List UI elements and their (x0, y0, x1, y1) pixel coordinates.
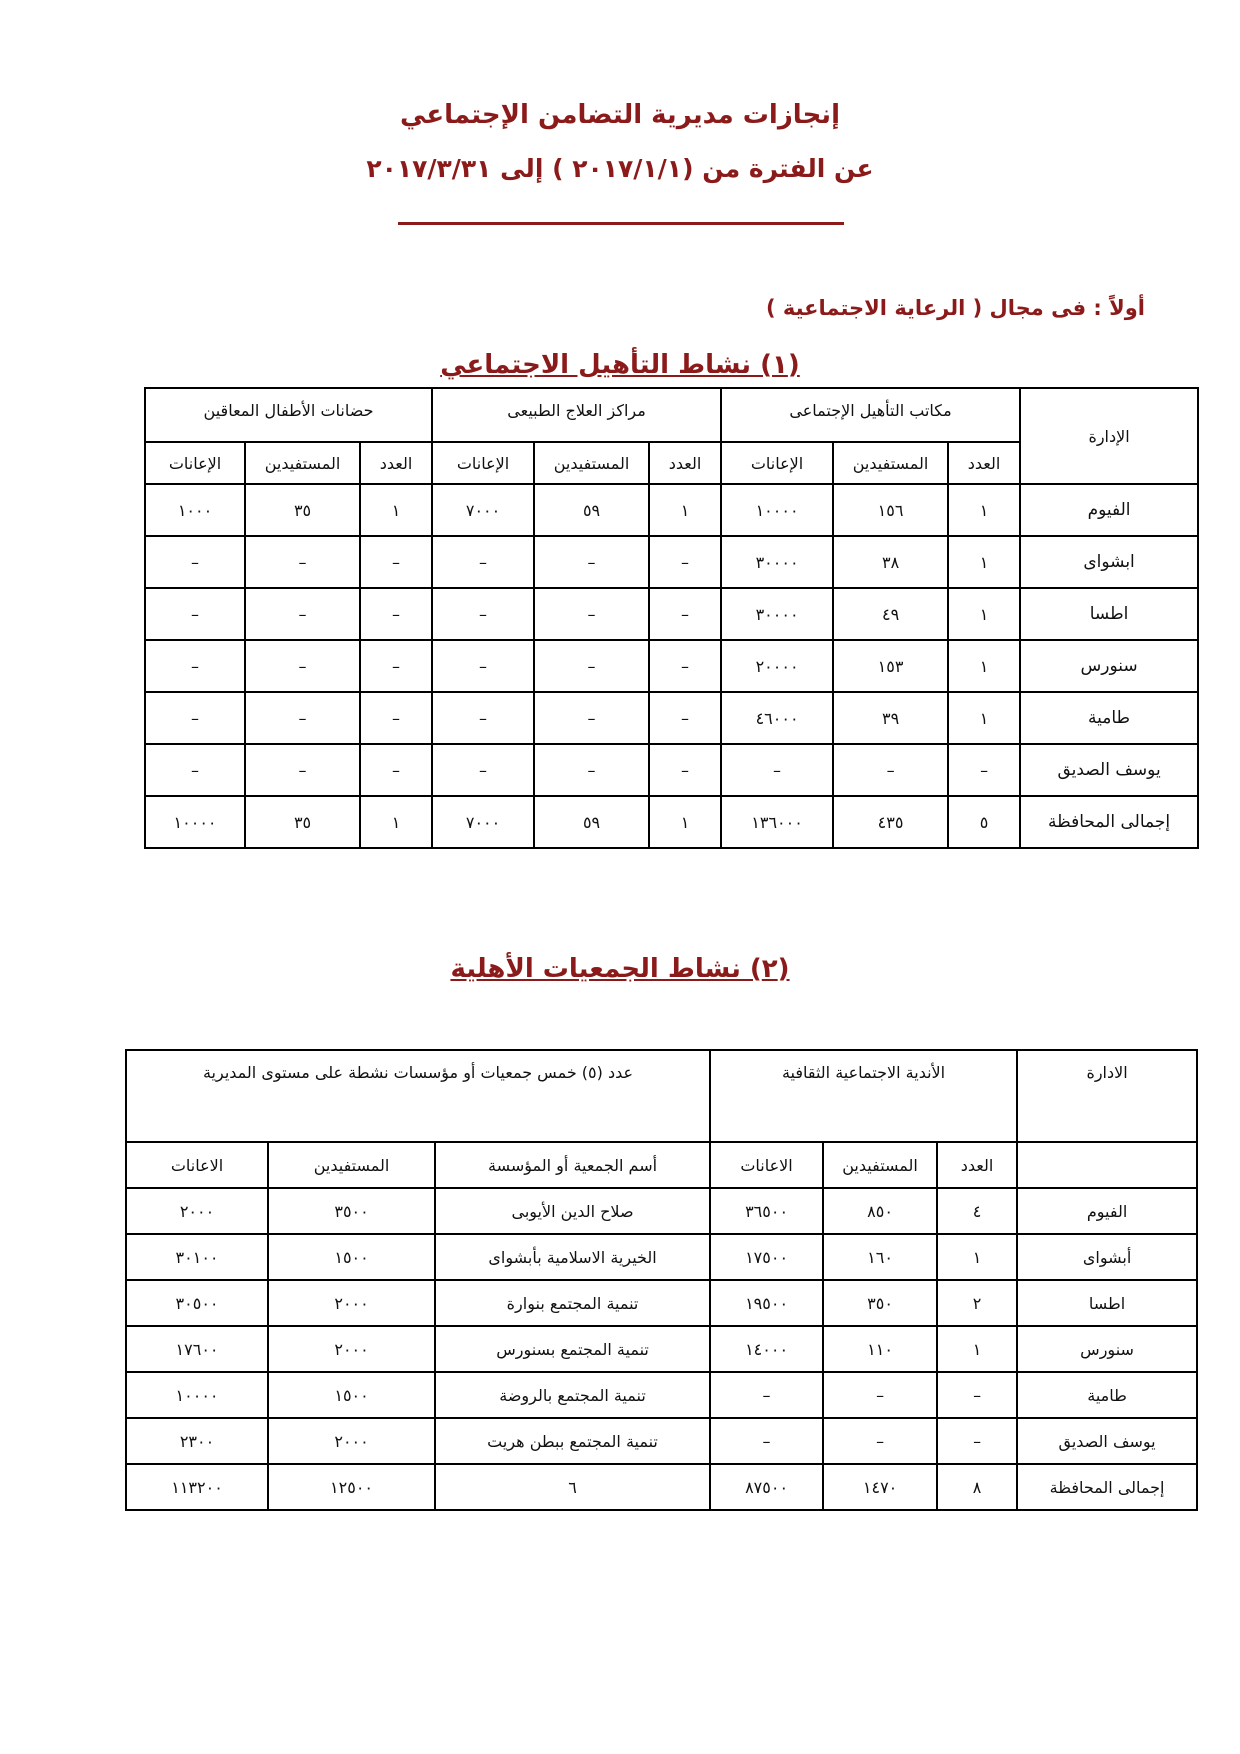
table-cell: – (649, 640, 721, 692)
table-row (126, 1188, 1197, 1234)
table-row (126, 1372, 1197, 1418)
table-cell: ١٣٦٠٠٠ (721, 796, 833, 848)
rehabilitation-table (144, 387, 1199, 849)
group-header-disabled-nurseries: حضانات الأطفال المعاقين (145, 388, 432, 442)
table-cell: ١ (649, 796, 721, 848)
table-cell: ٧٠٠٠ (432, 796, 534, 848)
table-cell: – (823, 1418, 937, 1464)
table-row (145, 588, 1198, 640)
table-cell: تنمية المجتمع ببطن هريت (435, 1418, 710, 1464)
table-row (145, 796, 1198, 848)
table-cell: ٥٩ (534, 484, 649, 536)
table-cell: ١٠٠٠٠ (145, 796, 245, 848)
admin-name-cell: إجمالى المحافظة (1020, 796, 1198, 848)
table-cell: ١٤٧٠ (823, 1464, 937, 1510)
table-cell: ٢٠٠٠ (268, 1280, 435, 1326)
table-cell: ١٧٦٠٠ (126, 1326, 268, 1372)
table-row (126, 1280, 1197, 1326)
table-cell: ١٥٠٠ (268, 1234, 435, 1280)
table-row (145, 536, 1198, 588)
table-cell: ١ (360, 796, 432, 848)
group-header-rehab-offices: مكاتب التأهيل الإجتماعى (721, 388, 1020, 442)
table-cell: ١١٣٢٠٠ (126, 1464, 268, 1510)
subheader-subsidies: الإعانات (145, 442, 245, 484)
admin-name-cell: أبشواى (1017, 1234, 1197, 1280)
table-cell: تنمية المجتمع بالروضة (435, 1372, 710, 1418)
subheader-count: العدد (937, 1142, 1017, 1188)
table-row (145, 744, 1198, 796)
table-cell: ٣٥٠ (823, 1280, 937, 1326)
document-title: إنجازات مديرية التضامن الإجتماعي (400, 100, 840, 130)
table-cell: ٢٠٠٠ (268, 1418, 435, 1464)
table-cell: – (145, 536, 245, 588)
section-heading-social-care: أولاً : فى مجال ( الرعاية الاجتماعية ) (765, 296, 1145, 320)
group-header-active-ngos: عدد (٥) خمس جمعيات أو مؤسسات نشطة على مستوى المديرية (126, 1050, 710, 1142)
group-header-physio-centers: مراكز العلاج الطبيعى (432, 388, 721, 442)
table-row (126, 1326, 1197, 1372)
table-cell: تنمية المجتمع بنوارة (435, 1280, 710, 1326)
table-cell: ٣٠٠٠٠ (721, 536, 833, 588)
table-cell: – (145, 744, 245, 796)
table-cell: – (534, 640, 649, 692)
table-cell: ٣٠١٠٠ (126, 1234, 268, 1280)
table-cell: تنمية المجتمع بسنورس (435, 1326, 710, 1372)
subheader-subsidies: الاعانات (126, 1142, 268, 1188)
table-cell: ٢٠٠٠ (126, 1188, 268, 1234)
table-cell: صلاح الدين الأيوبى (435, 1188, 710, 1234)
table-cell: – (649, 536, 721, 588)
table-cell: ١٤٠٠٠ (710, 1326, 823, 1372)
subheader-beneficiaries: المستفيدين (534, 442, 649, 484)
subheader-count: العدد (948, 442, 1020, 484)
table-cell: ٣٥ (245, 484, 360, 536)
table-cell: ١٦٠ (823, 1234, 937, 1280)
table-cell: – (145, 588, 245, 640)
table-cell: – (937, 1372, 1017, 1418)
admin-name-cell: ابشواى (1020, 536, 1198, 588)
table-cell: ١ (360, 484, 432, 536)
table-cell: ٢٠٠٠٠ (721, 640, 833, 692)
table-cell: – (432, 640, 534, 692)
table-cell: ١٠٠٠٠ (721, 484, 833, 536)
admin-name-cell: الفيوم (1017, 1188, 1197, 1234)
table-cell: – (721, 744, 833, 796)
table-cell: ١٩٥٠٠ (710, 1280, 823, 1326)
table-cell: ٢٣٠٠ (126, 1418, 268, 1464)
table-cell: ١٥٠٠ (268, 1372, 435, 1418)
table-cell: ١ (649, 484, 721, 536)
table-cell: – (823, 1372, 937, 1418)
section2-title: (٢) نشاط الجمعيات الأهلية (450, 954, 790, 984)
table-row (126, 1464, 1197, 1510)
table-cell: ١٢٥٠٠ (268, 1464, 435, 1510)
table-cell: – (245, 536, 360, 588)
table-row (126, 1234, 1197, 1280)
table-cell: – (360, 744, 432, 796)
table-cell: ١٠٠٠ (145, 484, 245, 536)
table-cell: – (534, 692, 649, 744)
admin-header: الادارة (1017, 1050, 1197, 1142)
table-cell: ٨ (937, 1464, 1017, 1510)
table-cell: ٥ (948, 796, 1020, 848)
table-cell: ٣٦٥٠٠ (710, 1188, 823, 1234)
table-cell: ١ (937, 1326, 1017, 1372)
table-cell: – (534, 588, 649, 640)
table-cell: ١ (948, 692, 1020, 744)
table-cell: – (534, 536, 649, 588)
table-cell: – (948, 744, 1020, 796)
table-cell: – (432, 536, 534, 588)
ngo-table (125, 1049, 1198, 1511)
document-period: عن الفترة من (٢٠١٧/١/١ ) إلى ٢٠١٧/٣/٣١ (366, 154, 874, 183)
table-cell: – (833, 744, 948, 796)
subheader-ngo-name: أسم الجمعية أو المؤسسة (435, 1142, 710, 1188)
table-cell: – (432, 744, 534, 796)
table-cell: ٣٥ (245, 796, 360, 848)
table-cell: – (710, 1418, 823, 1464)
table-cell: – (245, 640, 360, 692)
subheader-empty (1017, 1142, 1197, 1188)
table-cell: ٢٠٠٠ (268, 1326, 435, 1372)
table-cell: – (145, 692, 245, 744)
table-row (126, 1418, 1197, 1464)
group-header-social-clubs: الأندية الاجتماعية الثقافية (710, 1050, 1017, 1142)
table-cell: ١١٠ (823, 1326, 937, 1372)
table-cell: ١ (937, 1234, 1017, 1280)
table-cell: ٥٩ (534, 796, 649, 848)
table-cell: – (649, 692, 721, 744)
subheader-beneficiaries: المستفيدين (245, 442, 360, 484)
subheader-count: العدد (649, 442, 721, 484)
admin-name-cell: إجمالى المحافظة (1017, 1464, 1197, 1510)
title-divider (398, 222, 844, 225)
table-cell: ١٧٥٠٠ (710, 1234, 823, 1280)
table-cell: – (710, 1372, 823, 1418)
table-cell: ٤ (937, 1188, 1017, 1234)
subheader-beneficiaries: المستفيدين (268, 1142, 435, 1188)
subheader-subsidies: الإعانات (721, 442, 833, 484)
table-cell: ١ (948, 536, 1020, 588)
table-cell: – (145, 640, 245, 692)
table-cell: – (432, 588, 534, 640)
table-cell: ١ (948, 640, 1020, 692)
table-cell: ٦ (435, 1464, 710, 1510)
table-cell: – (360, 588, 432, 640)
table-cell: ١ (948, 484, 1020, 536)
subheader-beneficiaries: المستفيدين (833, 442, 948, 484)
table-cell: – (245, 744, 360, 796)
section1-title: (١) نشاط التأهيل الاجتماعي (440, 350, 800, 380)
table-cell: – (649, 588, 721, 640)
table-cell: ٤٦٠٠٠ (721, 692, 833, 744)
admin-name-cell: سنورس (1020, 640, 1198, 692)
admin-name-cell: سنورس (1017, 1326, 1197, 1372)
table-cell: – (937, 1418, 1017, 1464)
table-cell: ١٥٦ (833, 484, 948, 536)
admin-name-cell: يوسف الصديق (1020, 744, 1198, 796)
table-row (145, 692, 1198, 744)
subheader-count: العدد (360, 442, 432, 484)
table-cell: – (534, 744, 649, 796)
table-cell: – (245, 588, 360, 640)
table-cell: ٨٧٥٠٠ (710, 1464, 823, 1510)
table-cell: – (432, 692, 534, 744)
table-cell: ٣٠٥٠٠ (126, 1280, 268, 1326)
table-cell: ٣٩ (833, 692, 948, 744)
admin-name-cell: طامية (1020, 692, 1198, 744)
subheader-subsidies: الاعانات (710, 1142, 823, 1188)
table-row (145, 640, 1198, 692)
table-cell: ٣٠٠٠٠ (721, 588, 833, 640)
table-cell: الخيرية الاسلامية بأبشواى (435, 1234, 710, 1280)
table-cell: ٣٥٠٠ (268, 1188, 435, 1234)
admin-name-cell: اطسا (1017, 1280, 1197, 1326)
table-cell: ٣٨ (833, 536, 948, 588)
table-cell: ٤٩ (833, 588, 948, 640)
admin-header: الإدارة (1020, 388, 1198, 484)
admin-name-cell: الفيوم (1020, 484, 1198, 536)
table-cell: ٤٣٥ (833, 796, 948, 848)
subheader-subsidies: الإعانات (432, 442, 534, 484)
table-cell: – (360, 640, 432, 692)
table-cell: ١٥٣ (833, 640, 948, 692)
table-cell: ٧٠٠٠ (432, 484, 534, 536)
table-cell: ٢ (937, 1280, 1017, 1326)
table-cell: – (245, 692, 360, 744)
table-cell: – (360, 536, 432, 588)
table-cell: ١٠٠٠٠ (126, 1372, 268, 1418)
table-cell: – (649, 744, 721, 796)
subheader-beneficiaries: المستفيدين (823, 1142, 937, 1188)
admin-name-cell: طامية (1017, 1372, 1197, 1418)
admin-name-cell: اطسا (1020, 588, 1198, 640)
table-cell: ١ (948, 588, 1020, 640)
table-cell: ٨٥٠ (823, 1188, 937, 1234)
table-cell: – (360, 692, 432, 744)
admin-name-cell: يوسف الصديق (1017, 1418, 1197, 1464)
table-row (145, 484, 1198, 536)
